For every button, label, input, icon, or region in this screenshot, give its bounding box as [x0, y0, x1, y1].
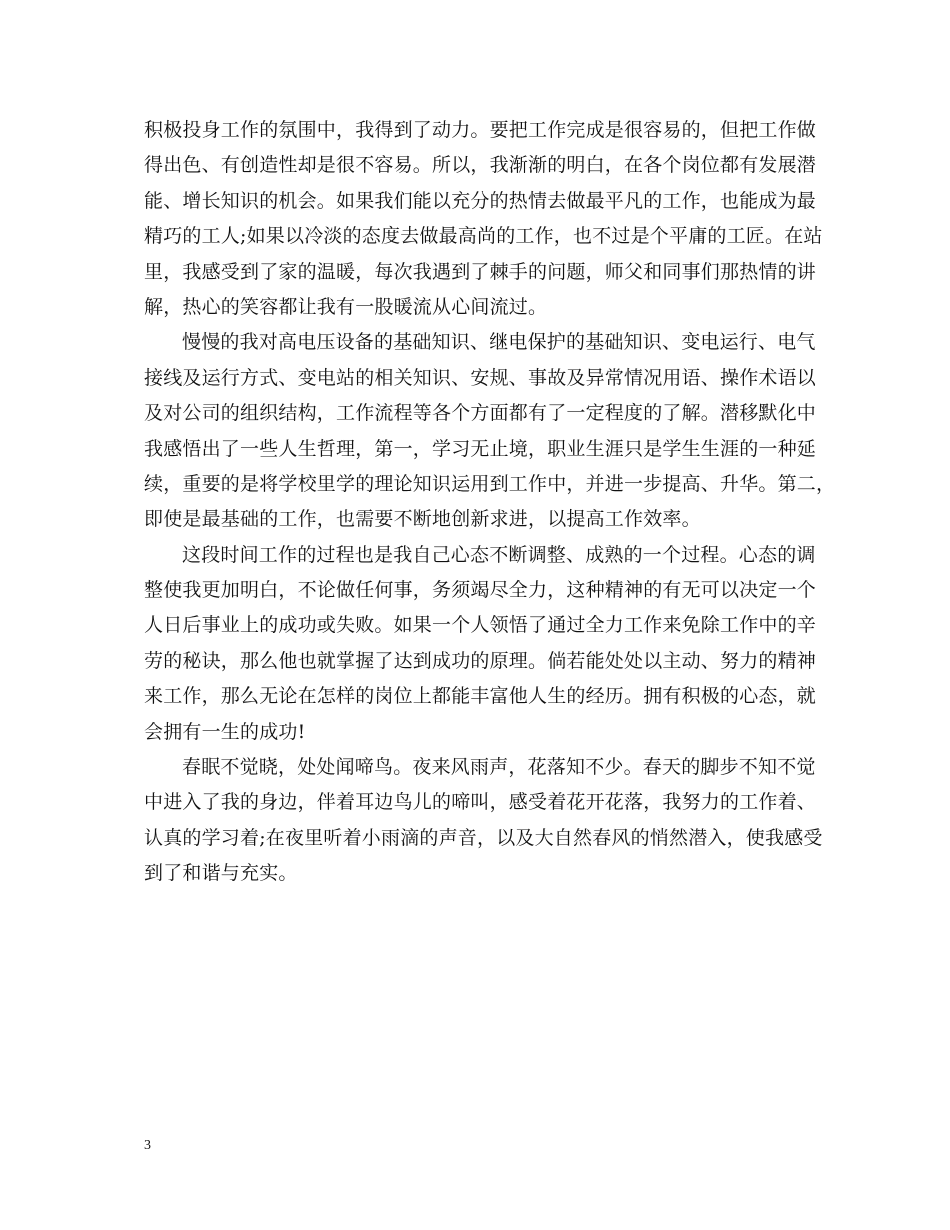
text-line: 解，热心的笑容都让我有一股暖流从心间流过。	[144, 295, 548, 318]
paragraph-3	[144, 538, 819, 750]
text-line: 精巧的工人;如果以冷淡的态度去做最高尚的工作，也不过是个平庸的工匠。在站	[144, 225, 823, 248]
text-line: 及对公司的组织结构，工作流程等各个方面都有了一定程度的了解。潜移默化中	[144, 402, 817, 425]
text-line: 中进入了我的身边，伴着耳边鸟儿的啼叫，感受着花开花落，我努力的工作着、	[144, 791, 817, 814]
text-line: 劳的秘诀，那么他也就掌握了达到成功的原理。倘若能处处以主动、努力的精神	[144, 649, 817, 672]
text-line: 接线及运行方式、变电站的相关知识、安规、事故及异常情况用语、操作术语以	[144, 366, 817, 389]
page-number: 3	[144, 1138, 151, 1153]
text-line: 得出色、有创造性却是很不容易。所以，我渐渐的明白，在各个岗位都有发展潜	[144, 154, 817, 177]
text-line: 认真的学习着;在夜里听着小雨滴的声音，以及大自然春风的悄然潜入，使我感受	[144, 826, 823, 849]
text-line: 到了和谐与充实。	[144, 862, 298, 885]
text-line: 慢慢的我对高电压设备的基础知识、继电保护的基础知识、变电运行、电气	[182, 331, 816, 354]
body-text	[144, 113, 836, 892]
paragraph-4	[144, 750, 823, 892]
text-line: 春眠不觉晓，处处闻啼鸟。夜来风雨声，花落知不少。春天的脚步不知不觉	[182, 756, 816, 779]
text-line: 里，我感受到了家的温暖，每次我遇到了棘手的问题，师父和同事们那热情的讲	[144, 260, 817, 283]
text-line: 来工作，那么无论在怎样的岗位上都能丰富他人生的经历。拥有积极的心态，就	[144, 685, 817, 708]
text-line: 积极投身工作的氛围中，我得到了动力。要把工作完成是很容易的，但把工作做	[144, 119, 817, 141]
text-line: 整使我更加明白，不论做任何事，务须竭尽全力，这种精神的有无可以决定一个	[144, 579, 817, 602]
paragraph-2	[144, 325, 836, 537]
text-line: 这段时间工作的过程也是我自己心态不断调整、成熟的一个过程。心态的调	[182, 543, 816, 566]
text-line: 我感悟出了一些人生哲理，第一，学习无止境，职业生涯只是学生生涯的一种延	[144, 437, 817, 460]
text-line: 续，重要的是将学校里学的理论知识运用到工作中，并进一步提高、升华。第二，	[144, 472, 836, 495]
paragraph-1	[144, 113, 823, 325]
text-line: 会拥有一生的成功!	[144, 720, 306, 743]
text-line: 能、增长知识的机会。如果我们能以充分的热情去做最平凡的工作，也能成为最	[144, 189, 817, 212]
text-line: 即使是最基础的工作，也需要不断地创新求进，以提高工作效率。	[144, 508, 701, 531]
text-line: 人日后事业上的成功或失败。如果一个人领悟了通过全力工作来免除工作中的辛	[144, 614, 817, 637]
